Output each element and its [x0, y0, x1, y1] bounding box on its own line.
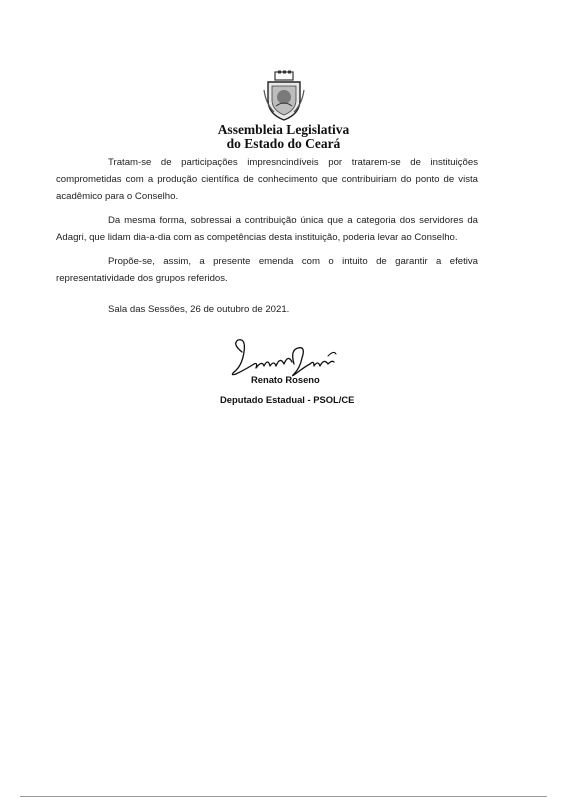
closing-place-date: Sala das Sessões, 26 de outubro de 2021.	[108, 304, 290, 315]
body-paragraph-3: Propõe-se, assim, a presente emenda com o intuito de garantir a efetiva representatividade dos grupos referidos.	[56, 256, 478, 284]
body-paragraph-1: Tratam-se de participações impresncindíveis por tratarem-se de instituições comprometidas com a produção científica de conhecimento que contribuiriam do ponto de vista acadêmico para o Conselho.	[56, 157, 478, 202]
institution-name-line-1: Assembleia Legislativa	[217, 122, 350, 137]
signer-role: Deputado Estadual - PSOL/CE	[220, 394, 355, 405]
coat-of-arms-icon	[262, 70, 306, 122]
signer-name: Renato Roseno	[251, 374, 320, 385]
footer-divider	[20, 796, 547, 797]
body-paragraph-2: Da mesma forma, sobressai a contribuição única que a categoria dos servidores da Adagri, que lidam dia-a-dia com as competências desta instituição, poderia levar ao Conselho.	[56, 215, 478, 243]
document-body	[56, 154, 478, 294]
institution-name-line-2: do Estado do Ceará	[226, 136, 341, 151]
